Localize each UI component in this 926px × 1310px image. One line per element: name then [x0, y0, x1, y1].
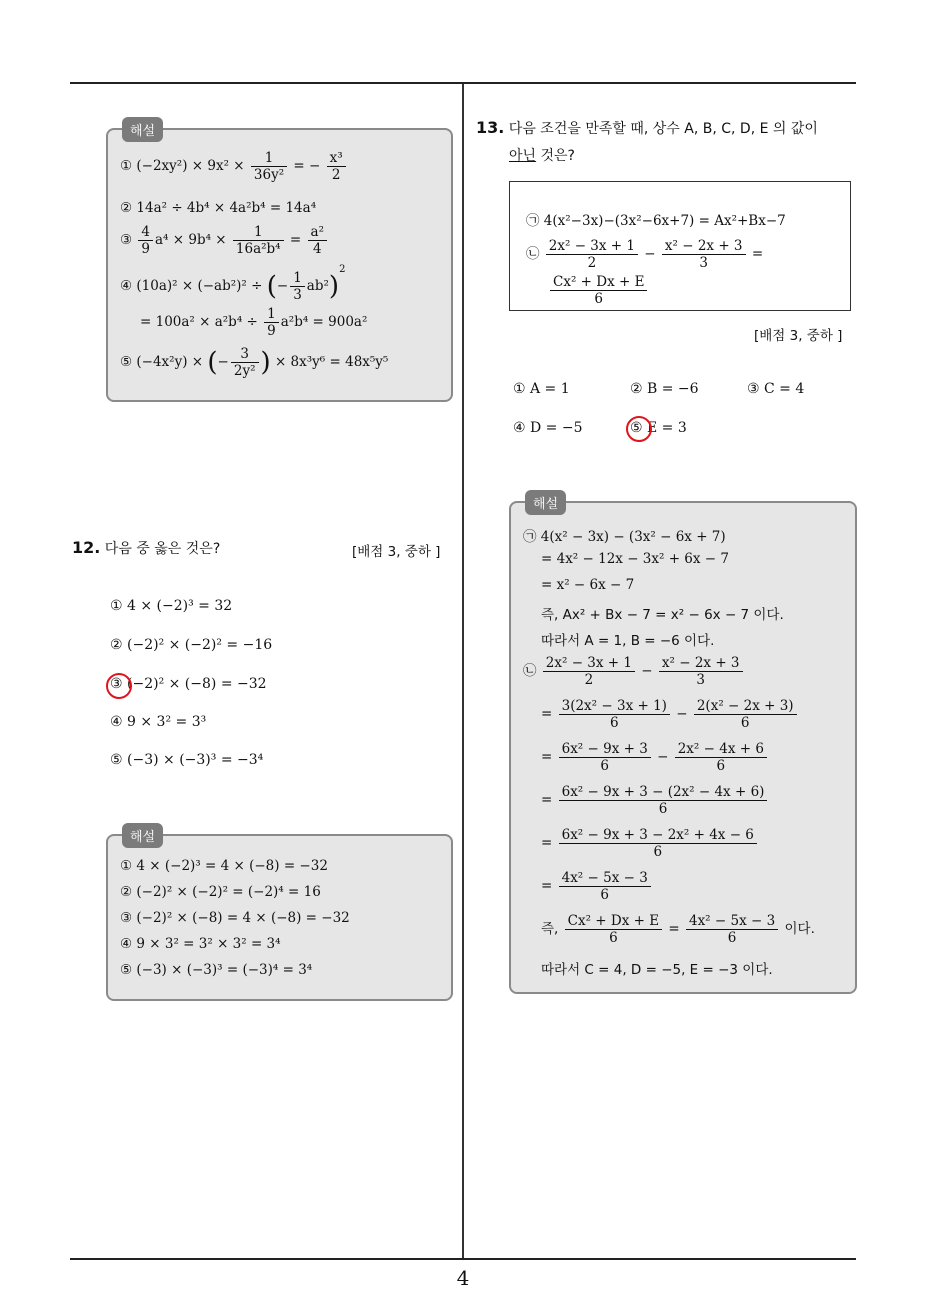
question-number: 12. — [72, 538, 101, 557]
solution-line: ③ (−2)² × (−8) = 4 × (−8) = −32 — [120, 910, 350, 926]
solution-line: 즉, $\frac{\text{Cx² + Dx + E}}{6}$ = $\frac{\text{4x² − 5x − 3}}{6}$ 이다. — [541, 913, 815, 946]
solution-line: 따라서 A = 1, B = −6 이다. — [541, 633, 715, 649]
solution-line: = $\frac{\text{4x² − 5x − 3}}{6}$ — [541, 870, 653, 903]
solution-box-q12 — [106, 830, 453, 1001]
q12-option-5[interactable]: ⑤ (−3) × (−3)³ = −3⁴ — [110, 752, 264, 768]
solution-line-1: ① (−2xy²) × 9x² × $\frac{1}{\text{36y²}}$ = − $\frac{\text{x³}}{2}$ — [120, 150, 348, 183]
column-divider — [462, 84, 464, 1258]
solution-line-4: ④ (10a)² × (−ab²)² ÷ (− $\frac{1}{3}$ ab²)$^2$ — [120, 264, 346, 303]
solution-line: ㉡ $\frac{\text{2x² − 3x + 1}}{2}$ − $\frac{\text{x² − 2x + 3}}{3}$ — [523, 655, 745, 688]
solution-line: ① 4 × (−2)³ = 4 × (−8) = −32 — [120, 858, 328, 874]
bottom-rule — [70, 1258, 856, 1260]
question-12-score: [배점 3, 중하 ] — [352, 544, 441, 560]
question-13 — [476, 118, 818, 138]
solution-line: ④ 9 × 3² = 3² × 3² = 3⁴ — [120, 936, 281, 952]
q13-option-3[interactable]: ③ C = 4 — [747, 381, 805, 397]
solution-tag: 해설 — [122, 823, 163, 848]
conditions-box — [509, 181, 851, 311]
q12-option-1[interactable]: ① 4 × (−2)³ = 32 — [110, 598, 233, 614]
condition-2: ㉡ $\frac{\text{2x² − 3x + 1}}{2}$ − $\frac{\text{x² − 2x + 3}}{3}$ = — [526, 238, 764, 271]
condition-2-rhs: $\frac{\text{Cx² + Dx + E}}{6}$ — [548, 274, 649, 307]
answer-circle — [106, 673, 132, 699]
solution-line: 따라서 C = 4, D = −5, E = −3 이다. — [541, 962, 773, 978]
solution-box-q13 — [509, 497, 857, 994]
question-text: 다음 조건을 만족할 때, 상수 A, B, C, D, E 의 값이 — [508, 121, 818, 137]
solution-line: = $\frac{\text{6x² − 9x + 3 − 2x² + 4x − 6}}{6}$ — [541, 827, 759, 860]
solution-tag: 해설 — [122, 117, 163, 142]
q12-option-3[interactable]: ③ (−2)² × (−8) = −32 — [110, 676, 267, 692]
question-13-score: [배점 3, 중하 ] — [754, 328, 843, 344]
solution-tag: 해설 — [525, 490, 566, 515]
solution-line: = x² − 6x − 7 — [541, 577, 635, 593]
solution-line: = $\frac{\text{3(2x² − 3x + 1)}}{6}$ − $\frac{\text{2(x² − 2x + 3)}}{6}$ — [541, 698, 799, 731]
page-number: 4 — [456, 1266, 470, 1290]
q12-option-4[interactable]: ④ 9 × 3² = 3³ — [110, 714, 207, 730]
solution-line: = $\frac{\text{6x² − 9x + 3 − (2x² − 4x + 6)}}{6}$ — [541, 784, 769, 817]
q13-option-2[interactable]: ② B = −6 — [630, 381, 699, 397]
question-text: 다음 중 옳은 것은? — [104, 541, 221, 557]
solution-line: 즉, Ax² + Bx − 7 = x² − 6x − 7 이다. — [541, 607, 784, 623]
solution-line: = $\frac{\text{6x² − 9x + 3}}{6}$ − $\frac{\text{2x² − 4x + 6}}{6}$ — [541, 741, 769, 774]
solution-line-5: = 100a² × a²b⁴ ÷ $\frac{1}{9}$ a²b⁴ = 900a² — [140, 306, 368, 339]
answer-circle — [626, 416, 652, 442]
question-number: 13. — [476, 118, 505, 137]
condition-1: ㉠ 4(x²−3x)−(3x²−6x+7) = Ax²+Bx−7 — [526, 213, 786, 229]
solution-box-q11 — [106, 124, 453, 402]
solution-line-2: ② 14a² ÷ 4b⁴ × 4a²b⁴ = 14a⁴ — [120, 200, 317, 216]
solution-line: = 4x² − 12x − 3x² + 6x − 7 — [541, 551, 729, 567]
solution-line: ② (−2)² × (−2)² = (−2)⁴ = 16 — [120, 884, 321, 900]
solution-line: ⑤ (−3) × (−3)³ = (−3)⁴ = 3⁴ — [120, 962, 313, 978]
q13-option-5[interactable]: ⑤ E = 3 — [630, 420, 687, 436]
solution-line-6: ⑤ (−4x²y) × (− $\frac{3}{\text{2y²}}$ ) × 8x³y⁶ = 48x⁵y⁵ — [120, 346, 389, 379]
q13-option-4[interactable]: ④ D = −5 — [513, 420, 583, 436]
q12-option-2[interactable]: ② (−2)² × (−2)² = −16 — [110, 637, 273, 653]
solution-line: ㉠ 4(x² − 3x) − (3x² − 6x + 7) — [523, 529, 726, 545]
q13-option-1[interactable]: ① A = 1 — [513, 381, 570, 397]
solution-line-3: ③ $\frac{4}{9}$ a⁴ × 9b⁴ × $\frac{1}{\text{16a²b⁴}}$ = $\frac{\text{a²}}{4}$ — [120, 224, 329, 257]
question-13-line-2: 아닌 것은? — [509, 148, 575, 164]
question-12 — [72, 538, 220, 558]
